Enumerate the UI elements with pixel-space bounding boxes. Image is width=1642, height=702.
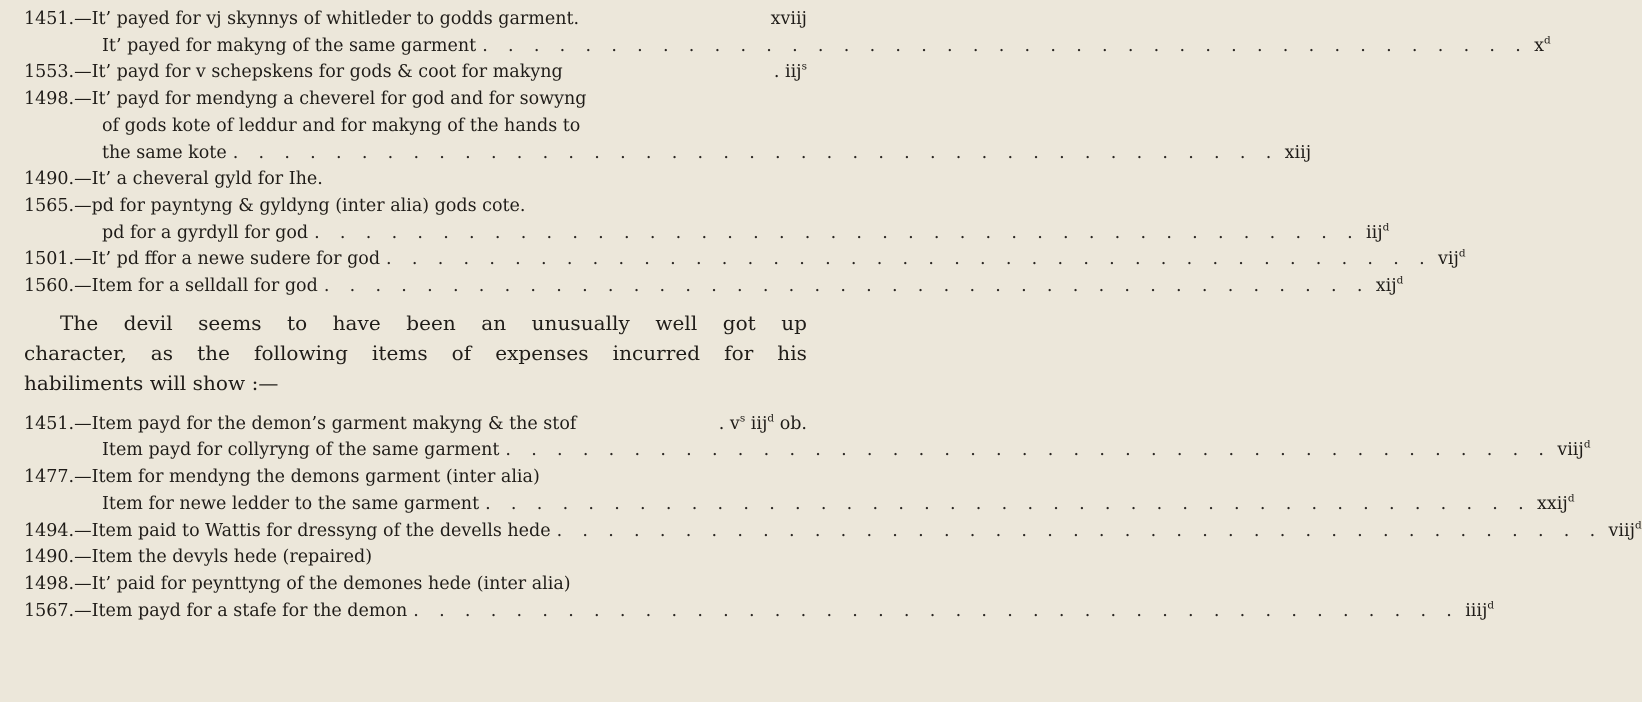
entry-text: the same kote [102, 142, 227, 163]
entry-amount: viij$^d$ [1557, 439, 1591, 461]
accounts-list-devil [24, 411, 1642, 625]
body-paragraph [24, 308, 807, 398]
paragraph-line: character, as the following items of expenses incurred for his [24, 340, 807, 365]
entry-amount: xiij [1284, 142, 1312, 163]
account-entry [24, 273, 1404, 300]
account-entry [24, 491, 1575, 518]
entry-text: 1567.—Item payd for a stafe for the demon [24, 600, 408, 621]
account-entry [24, 518, 1642, 545]
entry-amount: $x^d$ [1534, 34, 1551, 56]
account-entry [24, 220, 1390, 247]
entry-text: 1477.—Item for mendyng the demons garment (inter alia) [24, 467, 540, 488]
entry-text: of gods kote of leddur and for makyng of the hands to [102, 115, 581, 136]
account-entry [24, 544, 807, 571]
entry-text: 1553.—It’ payd for v schepskens for gods & coot for makyng [24, 62, 563, 83]
account-entry [24, 411, 807, 438]
entry-text: 1451.—It’ payed for vj skynnys of whitleder to godds garment. [24, 9, 580, 29]
entry-text: 1451.—Item payd for the demon’s garment makyng & the stof [24, 413, 577, 434]
account-entry [24, 246, 1466, 273]
account-entry [24, 193, 807, 220]
entry-amount: viij$^d$ [1608, 519, 1642, 541]
entry-amount: . iij$^s$ [773, 61, 807, 83]
dot-leader [324, 273, 1370, 300]
account-entry [24, 140, 1312, 167]
entry-text: 1565.—pd for payntyng & gyldyng (inter alia) gods cote. [24, 195, 526, 216]
accounts-list-god [24, 6, 1551, 300]
entry-text: 1498.—It’ paid for peynttyng of the demones hede (inter alia) [24, 573, 571, 594]
entry-text: pd for a gyrdyll for god [102, 222, 309, 243]
paragraph-line: habiliments will show :— [24, 370, 279, 395]
dot-leader [386, 246, 1432, 273]
entry-text: 1490.—Item the devyls hede (repaired) [24, 547, 373, 568]
account-entry [24, 166, 807, 193]
entry-amount: iiij$^d$ [1465, 599, 1495, 621]
entry-amount: xviij [770, 9, 807, 29]
entry-text: Item for newe ledder to the same garment [102, 493, 480, 514]
entry-text: 1490.—It’ a cheveral gyld for Ihe. [24, 169, 323, 190]
account-entry [24, 86, 807, 113]
dot-leader [413, 598, 1459, 625]
entry-text: 1501.—It’ pd ffor a newe sudere for god [24, 249, 381, 270]
dot-leader [485, 491, 1531, 518]
entry-text: It’ payed for makyng of the same garment [102, 35, 477, 56]
paragraph-line: The devil seems to have been an unusually well got up [60, 310, 807, 335]
account-entry [24, 113, 807, 140]
account-entry [24, 59, 807, 86]
entry-text: 1498.—It’ payd for mendyng a cheverel for god and for sowyng [24, 89, 587, 110]
entry-text: 1494.—Item paid to Wattis for dressyng of the devells hede [24, 520, 551, 541]
entry-amount: xij$^d$ [1375, 274, 1404, 297]
account-entry [24, 33, 1551, 60]
account-entry [24, 598, 1495, 625]
entry-text: Item payd for collyryng of the same garment [102, 440, 500, 461]
entry-amount: vij$^d$ [1437, 247, 1466, 270]
entry-amount: . $v^s$ iij$^d$ ob. [718, 412, 807, 434]
account-entry [24, 464, 807, 491]
dot-leader [314, 220, 1360, 247]
dot-leader [557, 518, 1603, 545]
entry-amount: iij$^d$ [1366, 221, 1390, 243]
entry-amount: xxij$^d$ [1537, 492, 1575, 514]
dot-leader [233, 140, 1279, 167]
entry-text: 1560.—Item for a selldall for god [24, 276, 318, 297]
dot-leader [505, 437, 1551, 464]
account-entry [24, 571, 807, 598]
account-entry [24, 437, 1591, 464]
dot-leader [482, 33, 1528, 60]
account-entry [24, 6, 807, 33]
